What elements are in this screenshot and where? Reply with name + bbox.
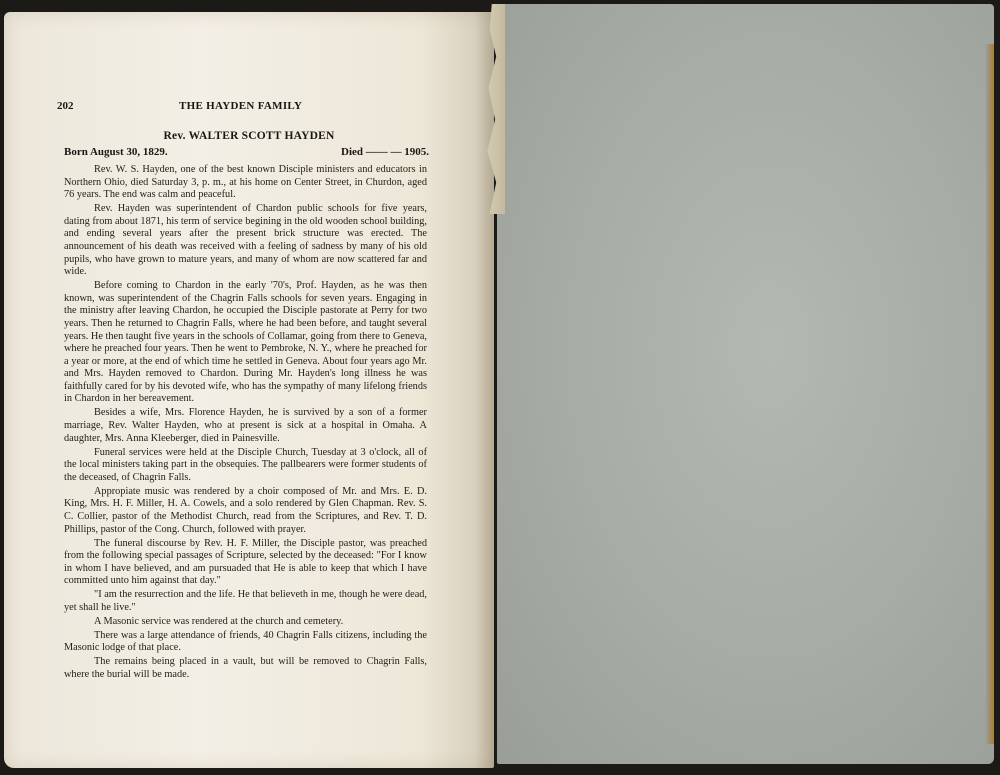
paragraph: There was a large attendance of friends, 40 Chagrin Falls citizens, including the Masonic lodge of that place. [64, 629, 427, 654]
paragraph: A Masonic service was rendered at the church and cemetery. [94, 615, 344, 627]
article-title: Rev. WALTER SCOTT HAYDEN [163, 130, 335, 142]
paragraph: The funeral discourse by Rev. H. F. Miller, the Disciple pastor, was preached from the following special passages of Scripture, selected by the deceased: "For I know in whom I have believed, and am pursuaded that He is able to keep that which I have committed unto him against that day." [64, 537, 427, 587]
left-page [4, 12, 494, 768]
paragraph: Rev. Hayden was superintendent of Chardon public schools for five years, dating from about 1871, his term of service begining in the old wooden school building, and ending several years after the present brick structure was erected. The announcement of his death was received with a feeling of sadness by many of his old pupils, who have grown to mature years, and many of whom are now scattered far and wide. [64, 203, 427, 278]
died-date: Died —— — 1905. [341, 146, 429, 158]
born-date: Born August 30, 1829. [64, 146, 168, 158]
paragraph: Besides a wife, Mrs. Florence Hayden, he is survived by a son of a former marriage, Rev. Walter Hayden, who at present is sick at a hospital in Omaha. A daughter, Mrs. Anna Kleeberger, died in Painesville. [64, 407, 427, 444]
paragraph: Rev. W. S. Hayden, one of the best known Disciple ministers and educators in Northern Ohio, died Saturday 3, p. m., at his home on Center Street, in Churdon, aged 76 years. The end was calm and peaceful. [64, 164, 427, 201]
paragraph: The remains being placed in a vault, but will be removed to Chagrin Falls, where the burial will be made. [64, 656, 427, 681]
paragraph: Appropiate music was rendered by a choir composed of Mr. and Mrs. E. D. King, Mrs. H. F. Miller, H. A. Cowels, and a solo rendered by Glen Chapman. Rev. S. C. Collier, pastor of the Methodist Church, read from the Scriptures, and Rev. T. D. Phillips, pastor of the Cong. Church, followed with prayer. [64, 485, 427, 535]
birth-death-line [64, 146, 429, 158]
paragraph: Before coming to Chardon in the early '70's, Prof. Hayden, as he was then known, was superintendent of the Chagrin Falls schools for seven years. Engaging in the ministry after leaving Chardon, he occupied the Disciple pastorate at Perry for two years. Then he returned to Chagrin Falls, where he had been before, and taught several years. He then taught five years in the schools of Collamar, going from there to Geneva, where he preached four years. Then he went to Pembroke, N. Y., where he preached for a year or more, at the end of which time he settled in Geneva. About four years ago Mr. and Mrs. Hayden removed to Chardon. During Mr. Hayden's long illness he was faithfully cared for by his devoted wife, who has the sympathy of many lifelong friends in Chardon in her bereavement. [64, 280, 427, 405]
page-number: 202 [57, 100, 74, 112]
paragraph: Funeral services were held at the Disciple Church, Tuesday at 3 o'clock, all of the local ministers taking part in the obsequies. The pallbearers were former students of the deceased, of Chagrin Falls. [64, 446, 427, 483]
cover-edge [986, 44, 994, 744]
right-page-blank [497, 4, 994, 764]
paragraph: "I am the resurrection and the life. He that believeth in me, though he were dead, yet shall he live." [64, 589, 428, 613]
article-body [64, 164, 427, 683]
running-head: THE HAYDEN FAMILY [179, 100, 303, 112]
